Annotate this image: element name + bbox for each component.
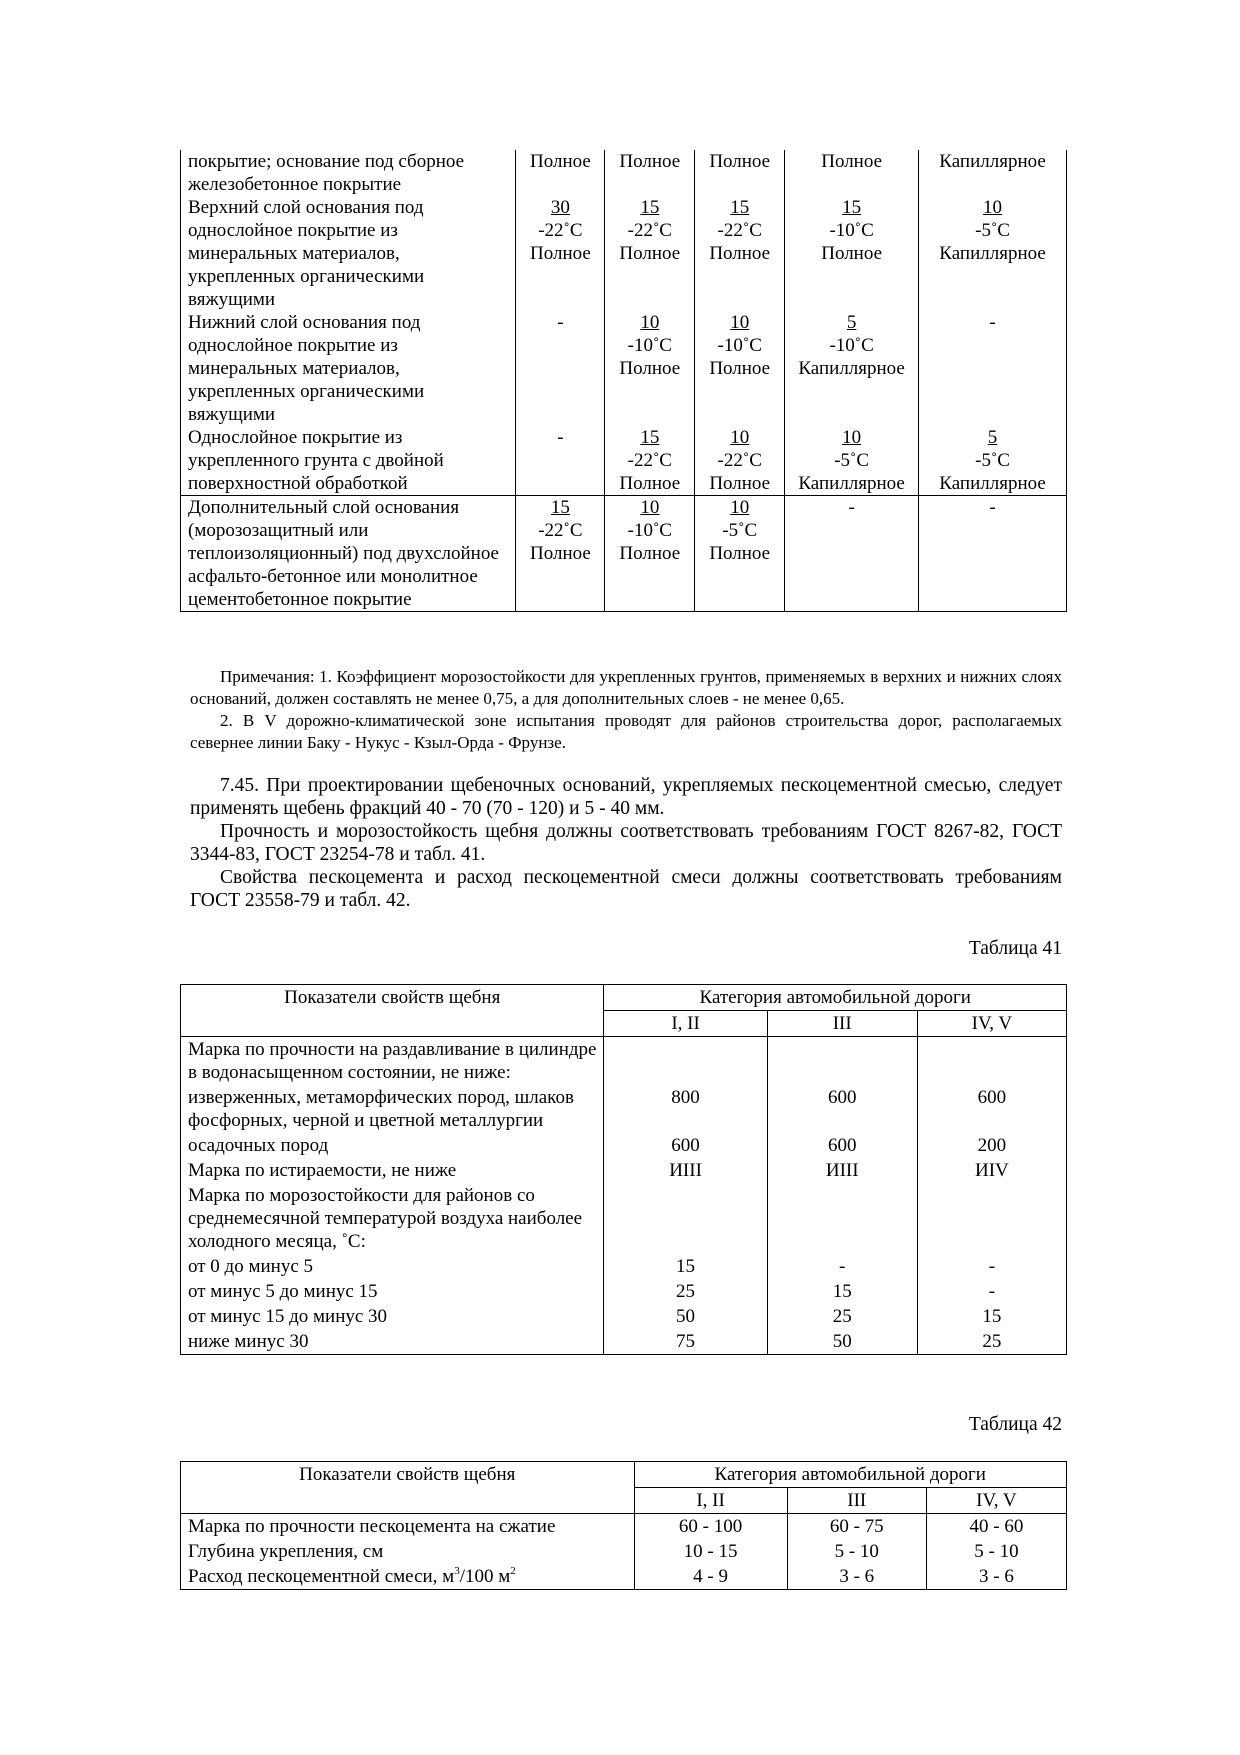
value-cell <box>919 311 1067 426</box>
value-line: - <box>557 427 564 448</box>
table-41-header-category: Категория автомобильной дороги <box>604 985 1067 1011</box>
paragraph-properties: Свойства пескоцемента и расход пескоцементной смеси должны соответствовать требованиям ГОСТ 23558-79 и табл. 42. <box>190 867 1062 911</box>
value-cell: 10 - 15 <box>634 1539 787 1564</box>
value-cell: 40 - 60 <box>926 1514 1066 1540</box>
value-line: Полное <box>530 543 591 564</box>
value-line: Капиллярное <box>939 243 1046 264</box>
table-row <box>181 1514 1067 1540</box>
value-cell <box>516 311 605 426</box>
row-label: от минус 15 до минус 30 <box>181 1304 604 1329</box>
value-line: 10 <box>730 427 750 448</box>
value-line: - <box>557 312 564 333</box>
value-cell <box>785 496 919 612</box>
note-2: 2. В V дорожно-климатической зоне испытания проводят для районов строительства дорог, располагаемых севернее линии Баку - Нукус - Кзыл-Орда - Фрунзе. <box>190 711 1062 752</box>
table-row <box>181 150 1067 196</box>
value-cell: 600 <box>604 1133 767 1158</box>
table-row <box>181 1183 1067 1254</box>
value-line: -5˚C <box>834 450 870 471</box>
value-cell <box>785 196 919 311</box>
value-cell: 25 <box>917 1329 1066 1355</box>
value-line: -22˚C <box>717 220 762 241</box>
table-row <box>181 1279 1067 1304</box>
value-line: 10 <box>640 497 660 518</box>
value-cell <box>767 1183 917 1254</box>
value-cell: 3 - 6 <box>787 1564 926 1590</box>
value-line: Полное <box>530 151 591 172</box>
value-line: Полное <box>821 151 883 172</box>
value-cell: 75 <box>604 1329 767 1355</box>
table-41-col-3: IV, V <box>917 1011 1066 1037</box>
value-cell <box>516 496 605 612</box>
frost-resistance-table <box>180 150 1067 612</box>
value-cell <box>605 496 695 612</box>
value-line: Капиллярное <box>798 473 905 494</box>
value-cell <box>516 196 605 311</box>
value-line: 15 <box>842 197 862 218</box>
table-row <box>181 1037 1067 1086</box>
value-cell: 600 <box>767 1085 917 1133</box>
value-line: -10˚C <box>717 335 762 356</box>
table-42-col-2: III <box>787 1488 926 1514</box>
table-row <box>181 426 1067 496</box>
value-cell: - <box>917 1254 1066 1279</box>
table-41 <box>180 984 1067 1355</box>
value-cell <box>919 150 1067 196</box>
value-cell: 15 <box>767 1279 917 1304</box>
value-line: 30 <box>550 197 570 218</box>
value-line: -5˚C <box>975 220 1010 241</box>
value-cell <box>785 311 919 426</box>
value-line: Полное <box>619 151 681 172</box>
value-line: -5˚C <box>975 450 1010 471</box>
row-label: Верхний слой основания под однослойное покрытие из минеральных материалов, укрепленных органическими вяжущими <box>181 196 516 311</box>
table-row <box>181 1133 1067 1158</box>
row-label: Однослойное покрытие из укрепленного грунта с двойной поверхностной обработкой <box>181 426 516 496</box>
table-42-header-category: Категория автомобильной дороги <box>634 1462 1067 1488</box>
table-row <box>181 311 1067 426</box>
value-cell: 50 <box>604 1304 767 1329</box>
body-text <box>190 774 1062 912</box>
value-line: 15 <box>730 197 750 218</box>
row-label: ниже минус 30 <box>181 1329 604 1355</box>
value-cell: 600 <box>917 1085 1066 1133</box>
value-line: -22˚C <box>538 220 583 241</box>
table-row <box>181 1329 1067 1355</box>
row-label: от 0 до минус 5 <box>181 1254 604 1279</box>
value-line: Полное <box>709 151 771 172</box>
table-41-caption: Таблица 41 <box>968 938 1062 959</box>
value-line: - <box>848 497 855 518</box>
value-cell <box>917 1037 1066 1086</box>
table-42-col-3: IV, V <box>926 1488 1066 1514</box>
value-cell <box>919 426 1067 496</box>
value-cell: 60 - 75 <box>787 1514 926 1540</box>
value-cell <box>767 1037 917 1086</box>
table-row <box>181 1254 1067 1279</box>
value-line: 15 <box>550 497 570 518</box>
value-cell <box>605 426 695 496</box>
value-cell <box>785 150 919 196</box>
row-label: Марка по истираемости, не ниже <box>181 1158 604 1183</box>
value-line: -10˚C <box>627 335 672 356</box>
value-cell <box>695 426 785 496</box>
table-row <box>181 196 1067 311</box>
row-label-unit: /100 м <box>459 1566 511 1587</box>
value-cell: 600 <box>767 1133 917 1158</box>
row-label: Дополнительный слой основания (морозозащитный или теплоизоляционный) под двухслойное асфальто-бетонное или монолитное цементобетонное покрытие <box>181 496 516 612</box>
value-cell: 15 <box>604 1254 767 1279</box>
value-line: 10 <box>640 312 660 333</box>
value-line: -5˚C <box>722 520 758 541</box>
value-cell: 25 <box>767 1304 917 1329</box>
value-cell <box>516 150 605 196</box>
table-row <box>181 1564 1067 1590</box>
value-cell: - <box>767 1254 917 1279</box>
value-line: -10˚C <box>829 220 874 241</box>
row-label <box>181 1564 635 1590</box>
paragraph-7-45: 7.45. При проектировании щебеночных оснований, укрепляемых пескоцементной смесью, следует применять щебень фракций 40 - 70 (70 - 120) и 5 - 40 мм. <box>190 775 1062 819</box>
row-label-text: Расход пескоцементной смеси, м <box>188 1566 455 1587</box>
row-label: покрытие; основание под сборное железобетонное покрытие <box>181 150 516 196</box>
value-cell: 50 <box>767 1329 917 1355</box>
value-line: 10 <box>730 312 750 333</box>
value-cell <box>695 196 785 311</box>
value-line: Полное <box>821 243 883 264</box>
value-cell: 3 - 6 <box>926 1564 1066 1590</box>
value-cell: ИIV <box>917 1158 1066 1183</box>
value-line: Капиллярное <box>939 151 1046 172</box>
value-cell <box>919 496 1067 612</box>
value-cell <box>604 1037 767 1086</box>
value-cell <box>604 1183 767 1254</box>
table-row <box>181 496 1067 612</box>
value-line: - <box>989 497 996 518</box>
value-cell <box>919 196 1067 311</box>
value-line: 10 <box>983 197 1003 218</box>
value-cell <box>605 196 695 311</box>
value-line: -22˚C <box>538 520 583 541</box>
value-line: Полное <box>619 543 681 564</box>
value-cell <box>605 150 695 196</box>
value-line: Полное <box>530 243 591 264</box>
table-42 <box>180 1461 1067 1590</box>
value-line: Полное <box>619 243 681 264</box>
value-cell: ИIII <box>604 1158 767 1183</box>
table-row <box>181 1304 1067 1329</box>
unit-superscript: 2 <box>510 1565 516 1577</box>
row-label: Марка по прочности пескоцемента на сжатие <box>181 1514 635 1540</box>
value-line: - <box>989 312 996 333</box>
value-line: Полное <box>709 473 771 494</box>
table-row <box>181 1158 1067 1183</box>
value-cell: ИIII <box>767 1158 917 1183</box>
value-cell: 60 - 100 <box>634 1514 787 1540</box>
table-42-header-indicator: Показатели свойств щебня <box>181 1462 635 1514</box>
row-label: Марка по прочности на раздавливание в цилиндре в водонасыщенном состоянии, не ниже: <box>181 1037 604 1086</box>
value-cell <box>695 496 785 612</box>
table-42-col-1: I, II <box>634 1488 787 1514</box>
value-cell: 200 <box>917 1133 1066 1158</box>
value-line: Полное <box>619 358 681 379</box>
value-line: -22˚C <box>717 450 762 471</box>
table-41-col-1: I, II <box>604 1011 767 1037</box>
value-line: 15 <box>640 427 660 448</box>
value-cell <box>695 311 785 426</box>
value-cell: 25 <box>604 1279 767 1304</box>
table-41-header-indicator: Показатели свойств щебня <box>181 985 604 1037</box>
row-label: изверженных, метаморфических пород, шлаков фосфорных, черной и цветной металлургии <box>181 1085 604 1133</box>
value-line: Капиллярное <box>798 358 905 379</box>
value-line: Полное <box>709 358 771 379</box>
value-line: 5 <box>846 312 857 333</box>
row-label: Марка по морозостойкости для районов со среднемесячной температурой воздуха наиболее холодного месяца, ˚C: <box>181 1183 604 1254</box>
table-42-caption: Таблица 42 <box>968 1414 1062 1435</box>
paragraph-strength: Прочность и морозостойкость щебня должны соответствовать требованиям ГОСТ 8267-82, ГОСТ 3344-83, ГОСТ 23254-78 и табл. 41. <box>190 821 1062 865</box>
value-cell: - <box>917 1279 1066 1304</box>
value-cell: 15 <box>917 1304 1066 1329</box>
value-line: -22˚C <box>627 450 672 471</box>
table-41-col-2: III <box>767 1011 917 1037</box>
value-cell: 5 - 10 <box>926 1539 1066 1564</box>
row-label: осадочных пород <box>181 1133 604 1158</box>
value-cell <box>785 426 919 496</box>
table-row <box>181 1539 1067 1564</box>
notes <box>190 666 1062 754</box>
value-cell: 4 - 9 <box>634 1564 787 1590</box>
row-label: Нижний слой основания под однослойное покрытие из минеральных материалов, укрепленных органическими вяжущими <box>181 311 516 426</box>
value-cell: 800 <box>604 1085 767 1133</box>
value-line: Полное <box>709 543 771 564</box>
value-cell <box>605 311 695 426</box>
value-cell <box>917 1183 1066 1254</box>
value-cell <box>516 426 605 496</box>
value-line: Полное <box>619 473 681 494</box>
table-row <box>181 1085 1067 1133</box>
value-cell: 5 - 10 <box>787 1539 926 1564</box>
value-line: Капиллярное <box>939 473 1046 494</box>
note-1: Примечания: 1. Коэффициент морозостойкости для укрепленных грунтов, применяемых в верхних и нижних слоях оснований, должен составлять не менее 0,75, а для дополнительных слоев - не менее 0,65. <box>190 667 1062 708</box>
value-line: 15 <box>640 197 660 218</box>
value-line: 10 <box>730 497 750 518</box>
row-label: от минус 5 до минус 15 <box>181 1279 604 1304</box>
value-line: -22˚C <box>627 220 672 241</box>
value-line: -10˚C <box>829 335 874 356</box>
value-line: -10˚C <box>627 520 672 541</box>
value-line: Полное <box>709 243 771 264</box>
unit-superscript: 3 <box>454 1565 460 1577</box>
value-line: 10 <box>842 427 862 448</box>
row-label: Глубина укрепления, см <box>181 1539 635 1564</box>
value-line: 5 <box>987 427 998 448</box>
value-cell <box>695 150 785 196</box>
